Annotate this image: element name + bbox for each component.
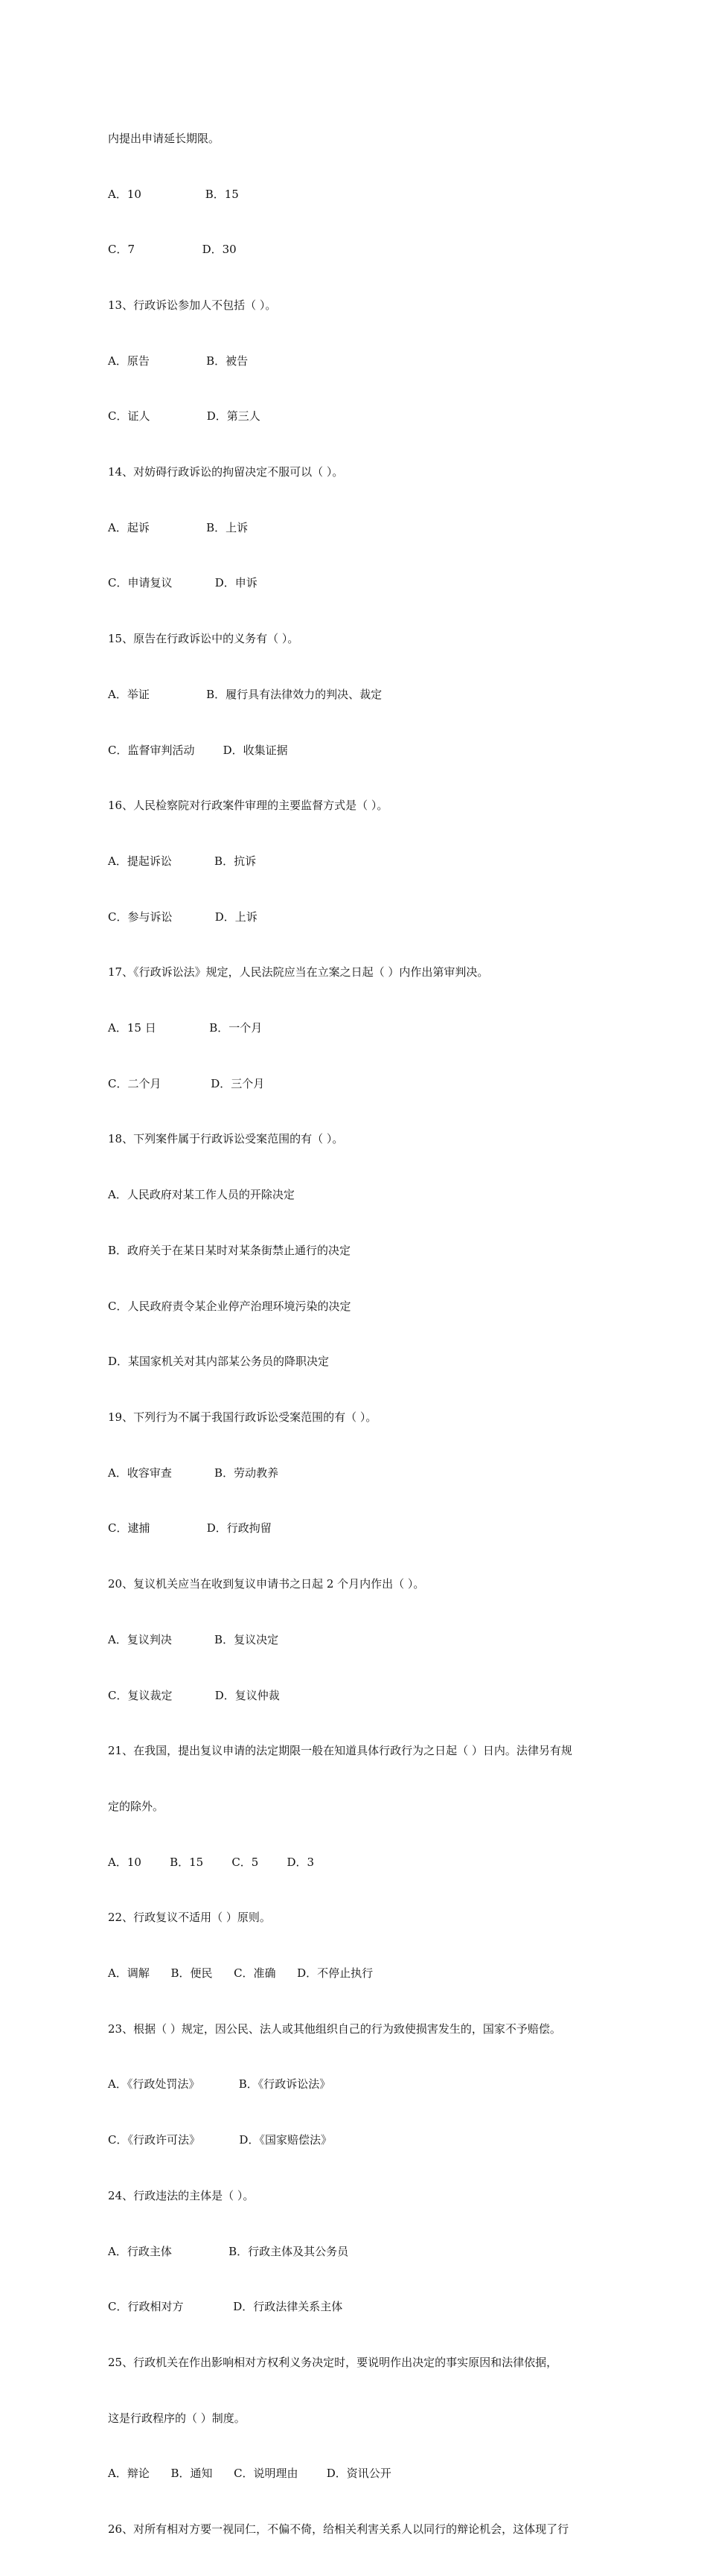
text-line: 21、在我国，提出复议申请的法定期限一般在知道具体行政行为之日起（ ）日内。法律另有规	[108, 1744, 572, 1758]
text-line: A．原告 B．被告	[108, 354, 249, 368]
text-line: A．提起诉讼 B．抗诉	[108, 854, 257, 868]
text-line: A．10 B．15 C．5 D．3	[108, 1855, 315, 1869]
text-line: C．7 D．30	[108, 243, 237, 257]
text-line: A．行政主体 B．行政主体及其公务员	[108, 2244, 349, 2258]
text-line: A．10 B．15	[108, 187, 239, 201]
text-line: 16、人民检察院对行政案件审理的主要监督方式是（ ）。	[108, 799, 388, 813]
text-line: A．收容审查 B．劳动教养	[108, 1466, 279, 1480]
exam-question-text	[108, 92, 605, 2576]
text-line: 14、对妨碍行政诉讼的拘留决定不服可以（ ）。	[108, 465, 344, 479]
text-line: C．人民政府责令某企业停产治理环境污染的决定	[108, 1299, 351, 1313]
text-line: 20、复议机关应当在收到复议申请书之日起 2 个月内作出（ ）。	[108, 1577, 425, 1591]
text-line: 19、下列行为不属于我国行政诉讼受案范围的有（ ）。	[108, 1410, 377, 1424]
text-line: B．政府关于在某日某时对某条街禁止通行的决定	[108, 1243, 351, 1257]
text-line: A．调解 B．便民 C．准确 D．不停止执行	[108, 1966, 374, 1981]
text-line: C．二个月 D．三个月	[108, 1076, 265, 1090]
text-line: C．《行政许可法》 D．《国家赔偿法》	[108, 2133, 332, 2147]
text-line: A．起诉 B．上诉	[108, 520, 249, 534]
text-line: 这是行政程序的（ ）制度。	[108, 2411, 246, 2425]
text-line: C．申请复议 D．申诉	[108, 576, 257, 590]
text-line: A．15 日 B．一个月	[108, 1021, 263, 1035]
text-line: A．复议判决 B．复议决定	[108, 1632, 279, 1646]
text-line: 24、行政违法的主体是（ ）。	[108, 2188, 255, 2202]
text-line: 23、根据（ ）规定，因公民、法人或其他组织自己的行为致使损害发生的，国家不予赔偿。	[108, 2022, 561, 2036]
text-line: C．证人 D．第三人	[108, 409, 260, 424]
text-line: D．某国家机关对其内部某公务员的降职决定	[108, 1355, 330, 1369]
text-line: C．复议裁定 D．复议仲裁	[108, 1688, 280, 1702]
text-line: A．举证 B．履行具有法律效力的判决、裁定	[108, 687, 383, 701]
text-line: 15、原告在行政诉讼中的义务有（ ）。	[108, 632, 299, 646]
text-line: A．人民政府对某工作人员的开除决定	[108, 1188, 295, 1202]
text-line: A．《行政处罚法》 B．《行政诉讼法》	[108, 2077, 331, 2091]
text-line: 定的除外。	[108, 1799, 164, 1813]
text-line: A．辩论 B．通知 C．说明理由 D．资讯公开	[108, 2467, 391, 2481]
text-line: C．监督审判活动 D．收集证据	[108, 743, 288, 757]
text-line: 26、对所有相对方要一视同仁，不偏不倚，给相关利害关系人以同行的辩论机会，这体现了行	[108, 2522, 569, 2537]
text-line: 内提出申请延长期限。	[108, 131, 220, 145]
text-line: 18、下列案件属于行政诉讼受案范围的有（ ）。	[108, 1132, 344, 1146]
text-line: 17、《行政诉讼法》规定，人民法院应当在立案之日起（ ）内作出第审判决。	[108, 965, 489, 979]
text-line: C．逮捕 D．行政拘留	[108, 1521, 272, 1535]
text-line: C．行政相对方 D．行政法律关系主体	[108, 2300, 343, 2314]
text-line: 22、行政复议不适用（ ）原则。	[108, 1911, 271, 1925]
text-line: 25、行政机关在作出影响相对方权利义务决定时，要说明作出决定的事实原因和法律依据，	[108, 2355, 558, 2369]
text-line: C．参与诉讼 D．上诉	[108, 910, 257, 924]
text-line: 13、行政诉讼参加人不包括（ ）。	[108, 298, 277, 312]
